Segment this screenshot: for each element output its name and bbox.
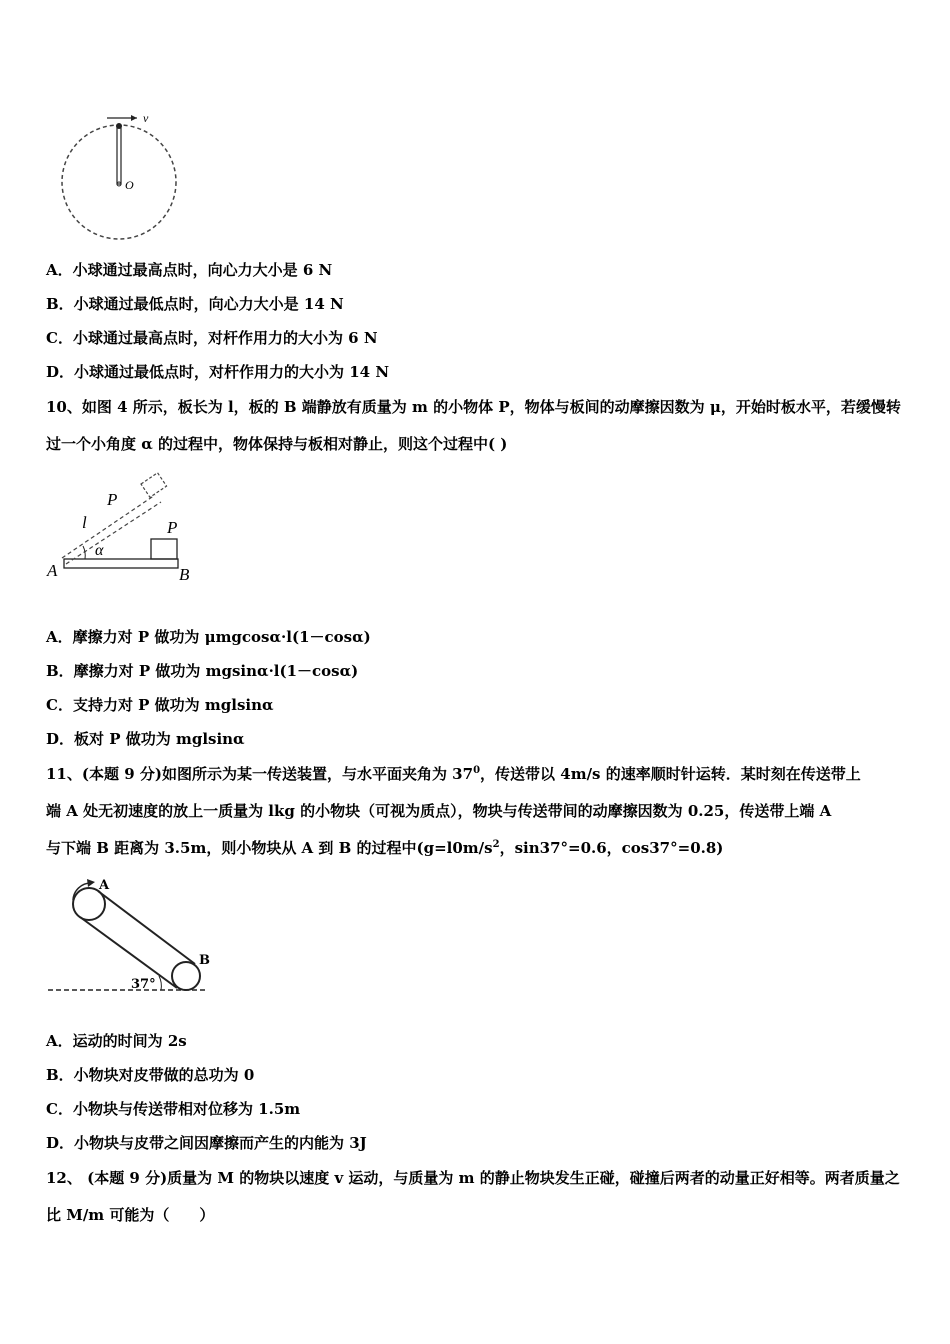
q11-conveyor-figure xyxy=(45,872,225,1002)
q10-stem: 10、如图 4 所示，板长为 l，板的 B 端静放有质量为 m 的小物体 P，物体与板间的动摩擦因数为 μ，开始时板水平，若缓慢转过一个小角度 α 的过程中，物体保持与板相对静止，则这个过程中( ) xyxy=(46,398,901,453)
q9-circle-figure xyxy=(55,110,195,250)
q9-option-a: A．小球通过最高点时，向心力大小是 6 N xyxy=(46,261,333,279)
q10-label-a: A xyxy=(47,561,58,580)
q10-option-d: D．板对 P 做功为 mglsinα xyxy=(46,730,245,748)
q10-board-figure xyxy=(45,470,215,590)
q9-option-c: C．小球通过最高点时，对杆作用力的大小为 6 N xyxy=(46,329,378,347)
q9-option-d: D．小球通过最低点时，对杆作用力的大小为 14 N xyxy=(46,363,390,381)
q10-label-l: l xyxy=(82,513,87,532)
q10-option-a: A．摩擦力对 P 做功为 μmgcosα·l(1－cosα) xyxy=(46,628,371,646)
q11-option-a: A．运动的时间为 2s xyxy=(46,1032,187,1050)
velocity-label: v xyxy=(143,111,149,125)
q11-stem-line-3: 与下端 B 距离为 3.5m，则小物块从 A 到 B 的过程中($g=l0m/s^2$，sin37°=0.6，cos37°=0.8) xyxy=(46,839,724,857)
q11-stem-line-1: 11、(本题 9 分)如图所示为某一传送装置，与水平面夹角为 $37^0$，传送带以 4m/s 的速率顺时针运转．某时刻在传送带上 xyxy=(46,765,861,783)
q10-option-b: B．摩擦力对 P 做功为 mgsinα·l(1－cosα) xyxy=(46,662,359,680)
q9-option-b: B．小球通过最低点时，向心力大小是 14 N xyxy=(46,295,344,313)
q10-label-p: P xyxy=(167,518,178,537)
center-label: O xyxy=(125,178,134,192)
q10-label-p-top: P xyxy=(107,490,118,509)
q11-label-a: A xyxy=(99,878,110,893)
q10-option-c: C．支持力对 P 做功为 mglsinα xyxy=(46,696,274,714)
q10-label-alpha: α xyxy=(95,542,104,559)
q11-option-b: B．小物块对皮带做的总功为 0 xyxy=(46,1066,255,1084)
q11-option-d: D．小物块与皮带之间因摩擦而产生的内能为 3J xyxy=(46,1134,367,1152)
q11-stem-line-2: 端 A 处无初速度的放上一质量为 lkg 的小物块（可视为质点），物块与传送带间的动摩擦因数为 0.25，传送带上端 A xyxy=(46,802,832,820)
q12-stem: 12、 (本题 9 分)质量为 M 的物块以速度 v 运动，与质量为 m 的静止物块发生正碰，碰撞后两者的动量正好相等。两者质量之比 M/m 可能为（ ） xyxy=(46,1169,900,1224)
q10-label-b: B xyxy=(179,565,190,584)
q11-label-b: B xyxy=(199,953,210,968)
q11-option-c: C．小物块与传送带相对位移为 1.5m xyxy=(46,1100,301,1118)
q11-label-angle: 37° xyxy=(131,977,156,992)
